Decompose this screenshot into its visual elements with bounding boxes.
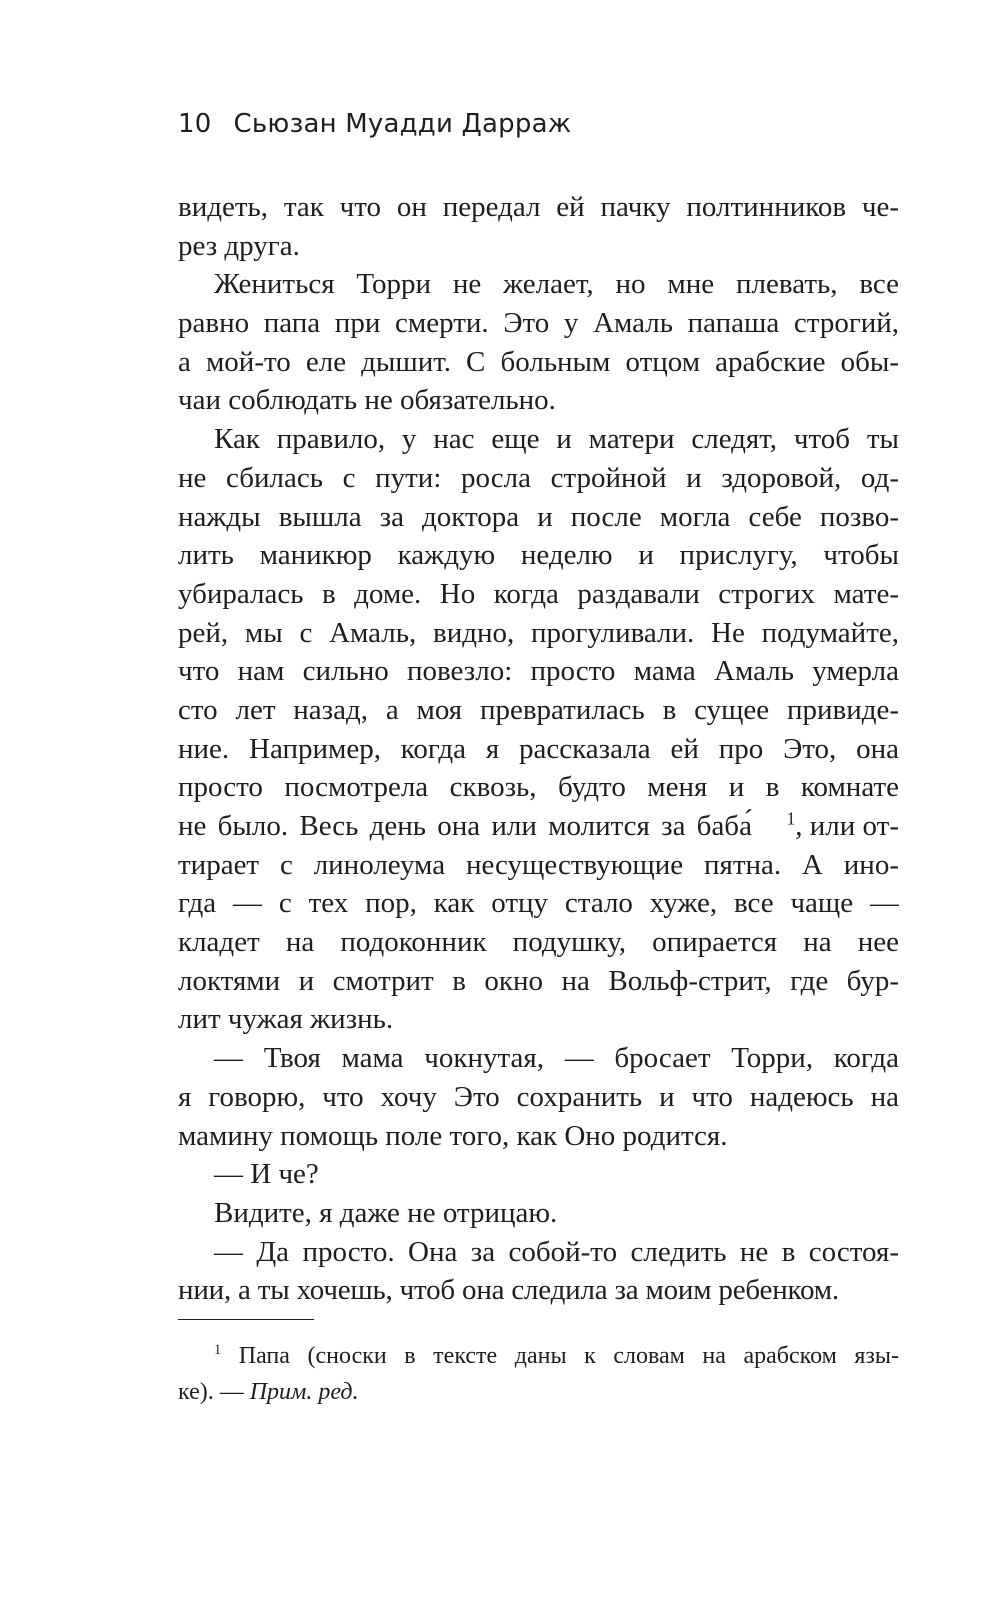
footnote-ref-wrap	[787, 807, 899, 846]
text-line: гда — с тех пор, как отцу стало хуже, все чаще —	[178, 887, 899, 920]
text-line: нии, а ты хочешь, чтоб она следила за моим ребенком.	[178, 1274, 839, 1307]
text-line-with-footnote	[178, 807, 899, 846]
text-line: сто лет назад, а моя превратилась в сущее привиде-	[178, 693, 899, 726]
footnote-reference: 1	[786, 808, 796, 829]
footnote-text: Папа (сноски в тексте даны к словам на арабском язы-	[238, 1343, 899, 1369]
dialogue-line: — Да просто. Она за собой-то следить не в состоя-	[214, 1235, 899, 1268]
text-before-footnote: не было. Весь день она или молится за баба́	[178, 810, 752, 842]
dialogue-line: — И че?	[214, 1158, 319, 1191]
text-line: что нам сильно повезло: просто мама Амаль умерла	[178, 655, 899, 688]
text-line: убиралась в доме. Но когда раздавали строгих мате-	[178, 577, 899, 610]
paragraph-first-line: Как правило, у нас еще и матери следят, чтоб ты	[214, 423, 899, 456]
text-line: равно папа при смерти. Это у Амаль папаша строгий,	[178, 307, 899, 340]
footnote	[178, 1338, 899, 1410]
footnote-divider	[178, 1319, 314, 1320]
text-after-footnote: , или от-	[795, 810, 899, 842]
text-line: не сбилась с пути: росла стройной и здоровой, од-	[178, 461, 899, 494]
text-line: мамину помощь поле того, как Оно родится.	[178, 1119, 728, 1152]
text-line: кладет на подоконник подушку, опирается на нее	[178, 926, 899, 959]
footnote-text-end: ке). —	[178, 1379, 250, 1405]
text-line: видеть, так что он передал ей пачку полтинников че-	[178, 191, 899, 223]
paragraph-first-line: Жениться Торри не желает, но мне плевать, все	[214, 268, 899, 301]
footnote-marker: 1	[214, 1342, 222, 1358]
text-line: рей, мы с Амаль, видно, прогуливали. Не подумайте,	[178, 616, 899, 649]
text-line: чаи соблюдать не обязательно.	[178, 384, 556, 417]
text-line: нажды вышла за доктора и после могла себе позво-	[178, 500, 899, 533]
running-head	[178, 104, 898, 144]
text-line: а мой-то еле дышит. С больным отцом арабские обы-	[178, 345, 899, 378]
footnote-line	[178, 1374, 899, 1410]
footnote-line	[178, 1338, 899, 1374]
text-line: рез друга.	[178, 229, 300, 262]
author-name: Сьюзан Муадди Дарраж	[233, 109, 572, 139]
page-number: 10	[178, 109, 212, 139]
text-line: локтями и смотрит в окно на Вольф-стрит, где бур-	[178, 964, 899, 997]
dialogue-line: — Твоя мама чокнутая, — бросает Торри, когда	[214, 1042, 899, 1075]
text-line: просто посмотрела сквозь, будто меня и в комнате	[178, 771, 899, 804]
text-line: тирает с линолеума несуществующие пятна. А ино-	[178, 848, 899, 881]
text-line: я говорю, что хочу Это сохранить и что надеюсь на	[178, 1080, 899, 1113]
body-text	[178, 188, 899, 1310]
paragraph-first-line: Видите, я даже не отрицаю.	[214, 1196, 558, 1229]
text-line: лит чужая жизнь.	[178, 1003, 394, 1036]
text-line: лить маникюр каждую неделю и прислугу, чтобы	[178, 539, 899, 572]
editor-note: Прим. ред.	[249, 1379, 359, 1405]
text-line: ние. Например, когда я рассказала ей про Это, она	[178, 732, 899, 765]
